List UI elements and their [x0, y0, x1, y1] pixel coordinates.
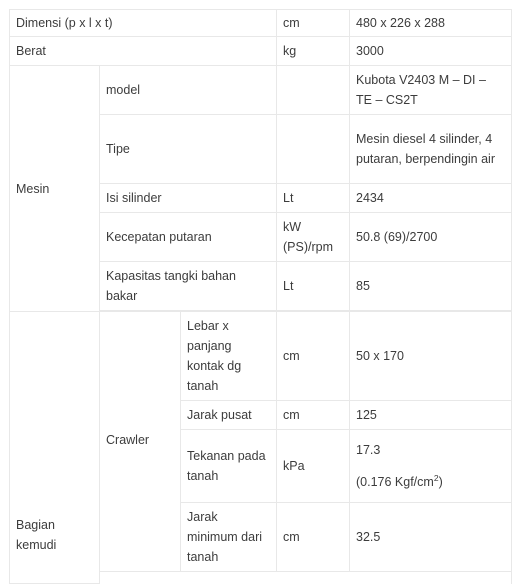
row-label-lebar: Lebar x panjang kontak dg tanah	[181, 312, 277, 401]
tekanan-value-kgf: (0.176 Kgf/$cm^2$)	[356, 472, 443, 489]
row-unit-jarak-min: cm	[277, 503, 350, 572]
spec-table	[9, 9, 512, 584]
row-unit-tekanan: kPa	[277, 430, 350, 503]
row-label-jarak-pusat: Jarak pusat	[181, 401, 277, 430]
row-label-dimensi: Dimensi (p x l x t)	[10, 10, 277, 37]
group-label-crawler: Crawler	[100, 312, 181, 572]
row-value-jarak-min: 32.5	[350, 503, 512, 572]
row-unit-kecepatan: kW (PS)/rpm	[277, 213, 350, 262]
row-unit-tipe	[277, 115, 350, 184]
row-unit-dimensi: cm	[277, 10, 350, 37]
row-label-kecepatan: Kecepatan putaran	[100, 213, 277, 262]
row-label-model: model	[100, 66, 277, 115]
row-value-kecepatan: 50.8 (69)/2700	[350, 213, 512, 262]
table-row	[10, 312, 512, 401]
tekanan-value-kpa: 17.3	[356, 443, 381, 457]
row-unit-isi-silinder: Lt	[277, 184, 350, 213]
row-label-tipe: Tipe	[100, 115, 277, 184]
table-row	[10, 10, 512, 37]
row-value-berat: 3000	[350, 37, 512, 66]
table-row	[10, 66, 512, 115]
row-unit-jarak-pusat: cm	[277, 401, 350, 430]
row-value-tekanan	[350, 430, 512, 503]
row-value-isi-silinder: 2434	[350, 184, 512, 213]
row-unit-berat: kg	[277, 37, 350, 66]
row-value-dimensi: 480 x 226 x 288	[350, 10, 512, 37]
row-unit-tangki: Lt	[277, 262, 350, 311]
row-unit-model	[277, 66, 350, 115]
row-label-berat: Berat	[10, 37, 277, 66]
row-label-tangki: Kapasitas tangki bahan bakar	[100, 262, 277, 311]
group-label-mesin: Mesin	[10, 66, 100, 312]
row-unit-lebar: cm	[277, 312, 350, 401]
row-value-tipe: Mesin diesel 4 silinder, 4 putaran, berpendingin air	[350, 115, 512, 184]
row-value-jarak-pusat: 125	[350, 401, 512, 430]
row-value-tangki: 85	[350, 262, 512, 311]
group-label-bagian-kemudi: Bagian kemudi	[10, 312, 100, 584]
row-label-tekanan: Tekanan pada tanah	[181, 430, 277, 503]
row-label-isi-silinder: Isi silinder	[100, 184, 277, 213]
row-label-jarak-min: Jarak minimum dari tanah	[181, 503, 277, 572]
table-row	[10, 37, 512, 66]
row-value-model: Kubota V2403 M – DI – TE – CS2T	[350, 66, 512, 115]
row-value-lebar: 50 x 170	[350, 312, 512, 401]
